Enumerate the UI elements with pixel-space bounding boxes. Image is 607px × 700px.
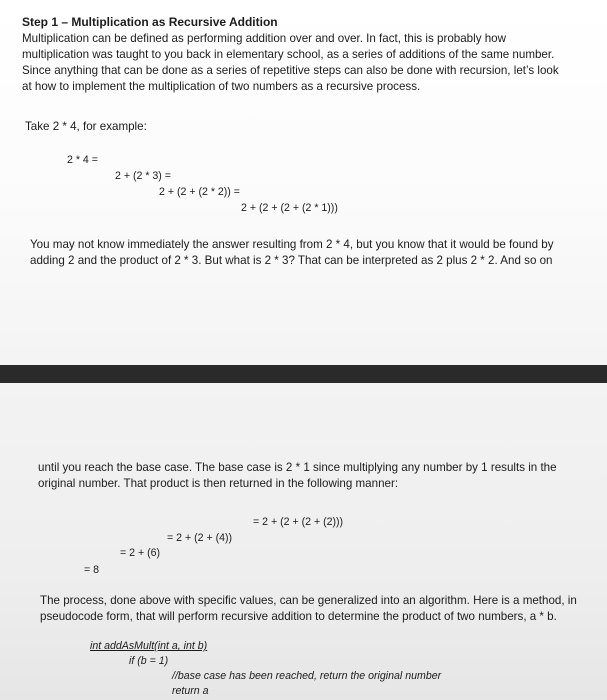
expansion-line-1: 2 * 4 = xyxy=(67,154,98,166)
pseudocode-condition: if (b = 1) xyxy=(129,655,169,667)
explain-line-2: adding 2 and the product of 2 * 3. But what is 2 * 3? That can be interpreted as 2 plus 2 * 2. And so on xyxy=(30,254,553,267)
intro-line-1: Multiplication can be defined as performing addition over and over. In fact, this is probably how xyxy=(22,32,506,45)
example-label: Take 2 * 4, for example: xyxy=(25,120,147,133)
return-step-3: = 2 + (6) xyxy=(120,547,161,559)
expansion-line-3: 2 + (2 + (2 * 2)) = xyxy=(159,186,240,198)
page-separator xyxy=(0,365,607,383)
return-step-2: = 2 + (2 + (4)) xyxy=(167,532,233,544)
algorithm-line-1: The process, done above with specific values, can be generalized into an algorithm. Here is a method, in xyxy=(40,594,577,607)
explain-line-1: You may not know immediately the answer resulting from 2 * 4, but you know that it would be found by xyxy=(30,238,554,251)
return-step-4: = 8 xyxy=(84,564,100,576)
intro-line-3: Since anything that can be done as a series of repetitive steps can also be done with recursion, let’s look xyxy=(22,64,559,77)
expansion-line-4: 2 + (2 + (2 + (2 * 1))) xyxy=(241,202,338,214)
pseudocode-signature: int addAsMult(int a, int b) xyxy=(90,640,208,652)
pseudocode-comment: //base case has been reached, return the original number xyxy=(172,670,442,682)
pseudocode-return: return a xyxy=(172,685,209,697)
continuation-line-1: until you reach the base case. The base case is 2 * 1 since multiplying any number by 1 results in the xyxy=(38,461,557,474)
return-step-1: = 2 + (2 + (2 + (2))) xyxy=(253,516,344,528)
intro-line-2: multiplication was taught to you back in elementary school, as a series of additions of the same number. xyxy=(22,48,555,61)
step-title: Step 1 – Multiplication as Recursive Addition xyxy=(22,15,278,29)
continuation-line-2: original number. That product is then returned in the following manner: xyxy=(38,477,399,490)
algorithm-line-2: pseudocode form, that will perform recursive addition to determine the product of two numbers, a * b. xyxy=(40,610,557,623)
intro-line-4: at how to implement the multiplication of two numbers as a recursive process. xyxy=(22,80,421,93)
expansion-line-2: 2 + (2 * 3) = xyxy=(115,170,171,182)
